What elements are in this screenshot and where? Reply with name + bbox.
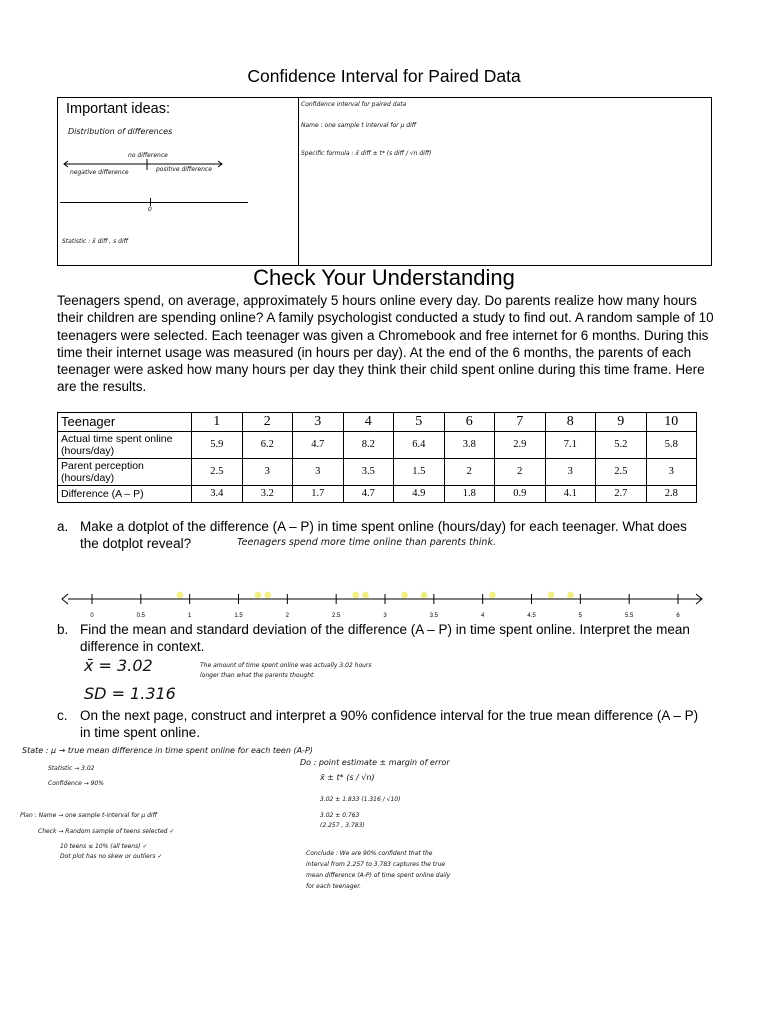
- question-b-letter: b.: [57, 622, 69, 637]
- important-ideas-label: Important ideas:: [66, 101, 170, 117]
- dotplot-dot: [567, 592, 574, 599]
- dotplot-tick-label: 0: [90, 613, 94, 619]
- dotplot-tick-label: 4: [480, 613, 485, 619]
- table-cell: 7.1: [545, 432, 596, 459]
- statistic-note: Statistic : x̄ diff , s diff: [62, 238, 128, 245]
- table-cell: 3.5: [343, 459, 394, 486]
- dotplot: [60, 585, 710, 625]
- table-cell: 2.7: [596, 486, 647, 503]
- no-difference-note: no difference: [128, 152, 168, 159]
- table-header-label: Teenager: [58, 413, 192, 432]
- dotplot-dot: [421, 592, 428, 599]
- dotplot-left-arrow: [62, 594, 68, 604]
- problem-intro: Teenagers spend, on average, approximately 5 hours online every day. Do parents realize how many hours their children are spending online? A family psychologist conducted a study to find out. A random sample of 10 teenagers were selected. Each teenager was given a Chromebook and free internet for 6 months. During this time their internet usage was measured (in hours per day). At the end of the 6 months, the parents of each teenager were asked how many hours per day they think their child spent online during this time frame. Here are the results.: [57, 293, 714, 395]
- table-cell: 3.4: [192, 486, 243, 503]
- dotplot-tick-label: 1.5: [234, 613, 243, 619]
- dotplot-dot: [489, 592, 496, 599]
- table-cell: 2: [495, 459, 546, 486]
- positive-difference-note: positive difference: [156, 166, 212, 173]
- table-header-cell: 5: [394, 413, 445, 432]
- do-interval: (2.257 , 3.783): [320, 822, 365, 829]
- table-header-cell: 8: [545, 413, 596, 432]
- conclude-note: Conclude : We are 90% confident that the interval from 2.257 to 3.783 captures the true mean difference (A-P) of time spent online daily for each teenager.: [306, 850, 451, 890]
- table-header-cell: 3: [293, 413, 344, 432]
- dotplot-tick-label: 2: [285, 613, 290, 619]
- dotplot-dot: [401, 592, 408, 599]
- table-cell: 0.9: [495, 486, 546, 503]
- dotplot-tick-label: 3.5: [429, 613, 439, 619]
- table-row-label: Actual time spent online (hours/day): [58, 432, 192, 459]
- table-cell: 4.1: [545, 486, 596, 503]
- table-header-cell: 1: [192, 413, 243, 432]
- table-cell: 3: [242, 459, 293, 486]
- question-b-text: Find the mean and standard deviation of the difference (A – P) in time spent online. Interpret the mean difference in context.: [80, 622, 690, 654]
- ideas-divider: [298, 97, 299, 266]
- table-cell: 2.9: [495, 432, 546, 459]
- question-a-answer: Teenagers spend more time online than parents think.: [237, 537, 496, 548]
- table-cell: 5.8: [646, 432, 697, 459]
- check-10-note: 10 teens ≤ 10% (all teens) ✓: [60, 843, 148, 850]
- table-header-cell: 4: [343, 413, 394, 432]
- dotplot-axis: [62, 594, 702, 604]
- dotplot-dot: [264, 592, 271, 599]
- table-row-label: Parent perception (hours/day): [58, 459, 192, 486]
- plan-note: Plan : Name → one sample t-interval for μ diff: [20, 812, 157, 819]
- table-header-cell: 2: [242, 413, 293, 432]
- table-row-label: Difference (A – P): [58, 486, 192, 503]
- dotplot-dot: [255, 592, 262, 599]
- table-cell: 3: [646, 459, 697, 486]
- table-cell: 3.8: [444, 432, 495, 459]
- ideas-zero-label: 0: [148, 206, 152, 213]
- ci-paired-note: Confidence interval for paired data: [301, 101, 407, 108]
- do-formula: x̄ ± t* (s / √n): [320, 773, 375, 782]
- question-c-text: On the next page, construct and interpret a 90% confidence interval for the true mean difference (A – P) in time spent online.: [80, 708, 699, 740]
- table-cell: 5.2: [596, 432, 647, 459]
- question-a-letter: a.: [57, 519, 69, 534]
- table-header-cell: 9: [596, 413, 647, 432]
- check-understanding-title: Check Your Understanding: [253, 265, 515, 290]
- table-cell: 2.5: [192, 459, 243, 486]
- table-header-cell: 7: [495, 413, 546, 432]
- dotplot-tick-label: 6: [676, 613, 680, 619]
- dotplot-tick-label: 0.5: [136, 613, 146, 619]
- sd-answer: SD = 1.316: [84, 684, 176, 703]
- dotplot-dot: [362, 592, 369, 599]
- table-cell: 1.7: [293, 486, 344, 503]
- name-note: Name : one sample t interval for μ diff: [301, 122, 417, 129]
- table-cell: 8.2: [343, 432, 394, 459]
- table-cell: 2.5: [596, 459, 647, 486]
- page-title: Confidence Interval for Paired Data: [247, 66, 521, 86]
- dotplot-tick-label: 4.5: [527, 613, 536, 619]
- dotplot-tick-label: 2.5: [331, 613, 341, 619]
- dotplot-dots: [177, 592, 574, 599]
- dotplot-tick-label: 3: [383, 613, 387, 619]
- question-a-text: Make a dotplot of the difference (A – P) in time spent online (hours/day) for each teenager. What does the dotplot reveal?: [80, 519, 687, 551]
- table-header-cell: 10: [646, 413, 697, 432]
- question-c: [57, 708, 707, 741]
- mean-answer: x̄ = 3.02: [84, 656, 153, 675]
- table-cell: 1.5: [394, 459, 445, 486]
- table-row: [58, 432, 697, 459]
- dotplot-dot: [177, 592, 184, 599]
- table-cell: 6.2: [242, 432, 293, 459]
- negative-difference-note: negative difference: [70, 169, 129, 176]
- table-row: [58, 486, 697, 503]
- dotplot-tick-label: 5: [578, 613, 583, 619]
- ideas-baseline: [60, 202, 248, 203]
- dotplot-dot: [352, 592, 359, 599]
- table-cell: 4.9: [394, 486, 445, 503]
- do-substitution: 3.02 ± 1.833 (1.316 / √10): [320, 796, 401, 803]
- check-note: Check → Random sample of teens selected ✓: [38, 828, 175, 835]
- question-b: [57, 622, 707, 655]
- table-cell: 6.4: [394, 432, 445, 459]
- table-cell: 4.7: [343, 486, 394, 503]
- table-cell: 3: [293, 459, 344, 486]
- dotplot-dot: [548, 592, 555, 599]
- formula-note: Specific formula : x̄ diff ± t* (s diff / √n diff): [301, 150, 432, 157]
- check-normal-note: Dot plot has no skew or outliers ✓: [60, 853, 163, 860]
- confidence-note: Confidence → 90%: [48, 780, 105, 787]
- table-cell: 3: [545, 459, 596, 486]
- table-header-cell: 6: [444, 413, 495, 432]
- table-cell: 2.8: [646, 486, 697, 503]
- table-row: [58, 459, 697, 486]
- table-cell: 1.8: [444, 486, 495, 503]
- mean-interpretation: The amount of time spent online was actually 3.02 hours longer than what the parents thought.: [200, 662, 372, 679]
- table-cell: 4.7: [293, 432, 344, 459]
- question-c-letter: c.: [57, 708, 68, 723]
- distribution-note: Distribution of differences: [68, 127, 173, 136]
- table-cell: 2: [444, 459, 495, 486]
- do-calculation: 3.02 ± 0.763: [320, 812, 360, 819]
- table-cell: 5.9: [192, 432, 243, 459]
- do-note: Do : point estimate ± margin of error: [300, 758, 450, 767]
- table-header-row: [58, 413, 697, 432]
- table-cell: 3.2: [242, 486, 293, 503]
- statistic-value-note: Statistic → 3.02: [48, 765, 95, 772]
- dotplot-tick-label: 1: [187, 613, 192, 619]
- ideas-zero-tick: [150, 198, 151, 206]
- data-table: [57, 412, 697, 503]
- state-note: State : μ → true mean difference in time spent online for each teen (A-P): [22, 746, 313, 755]
- dotplot-tick-label: 5.5: [624, 613, 634, 619]
